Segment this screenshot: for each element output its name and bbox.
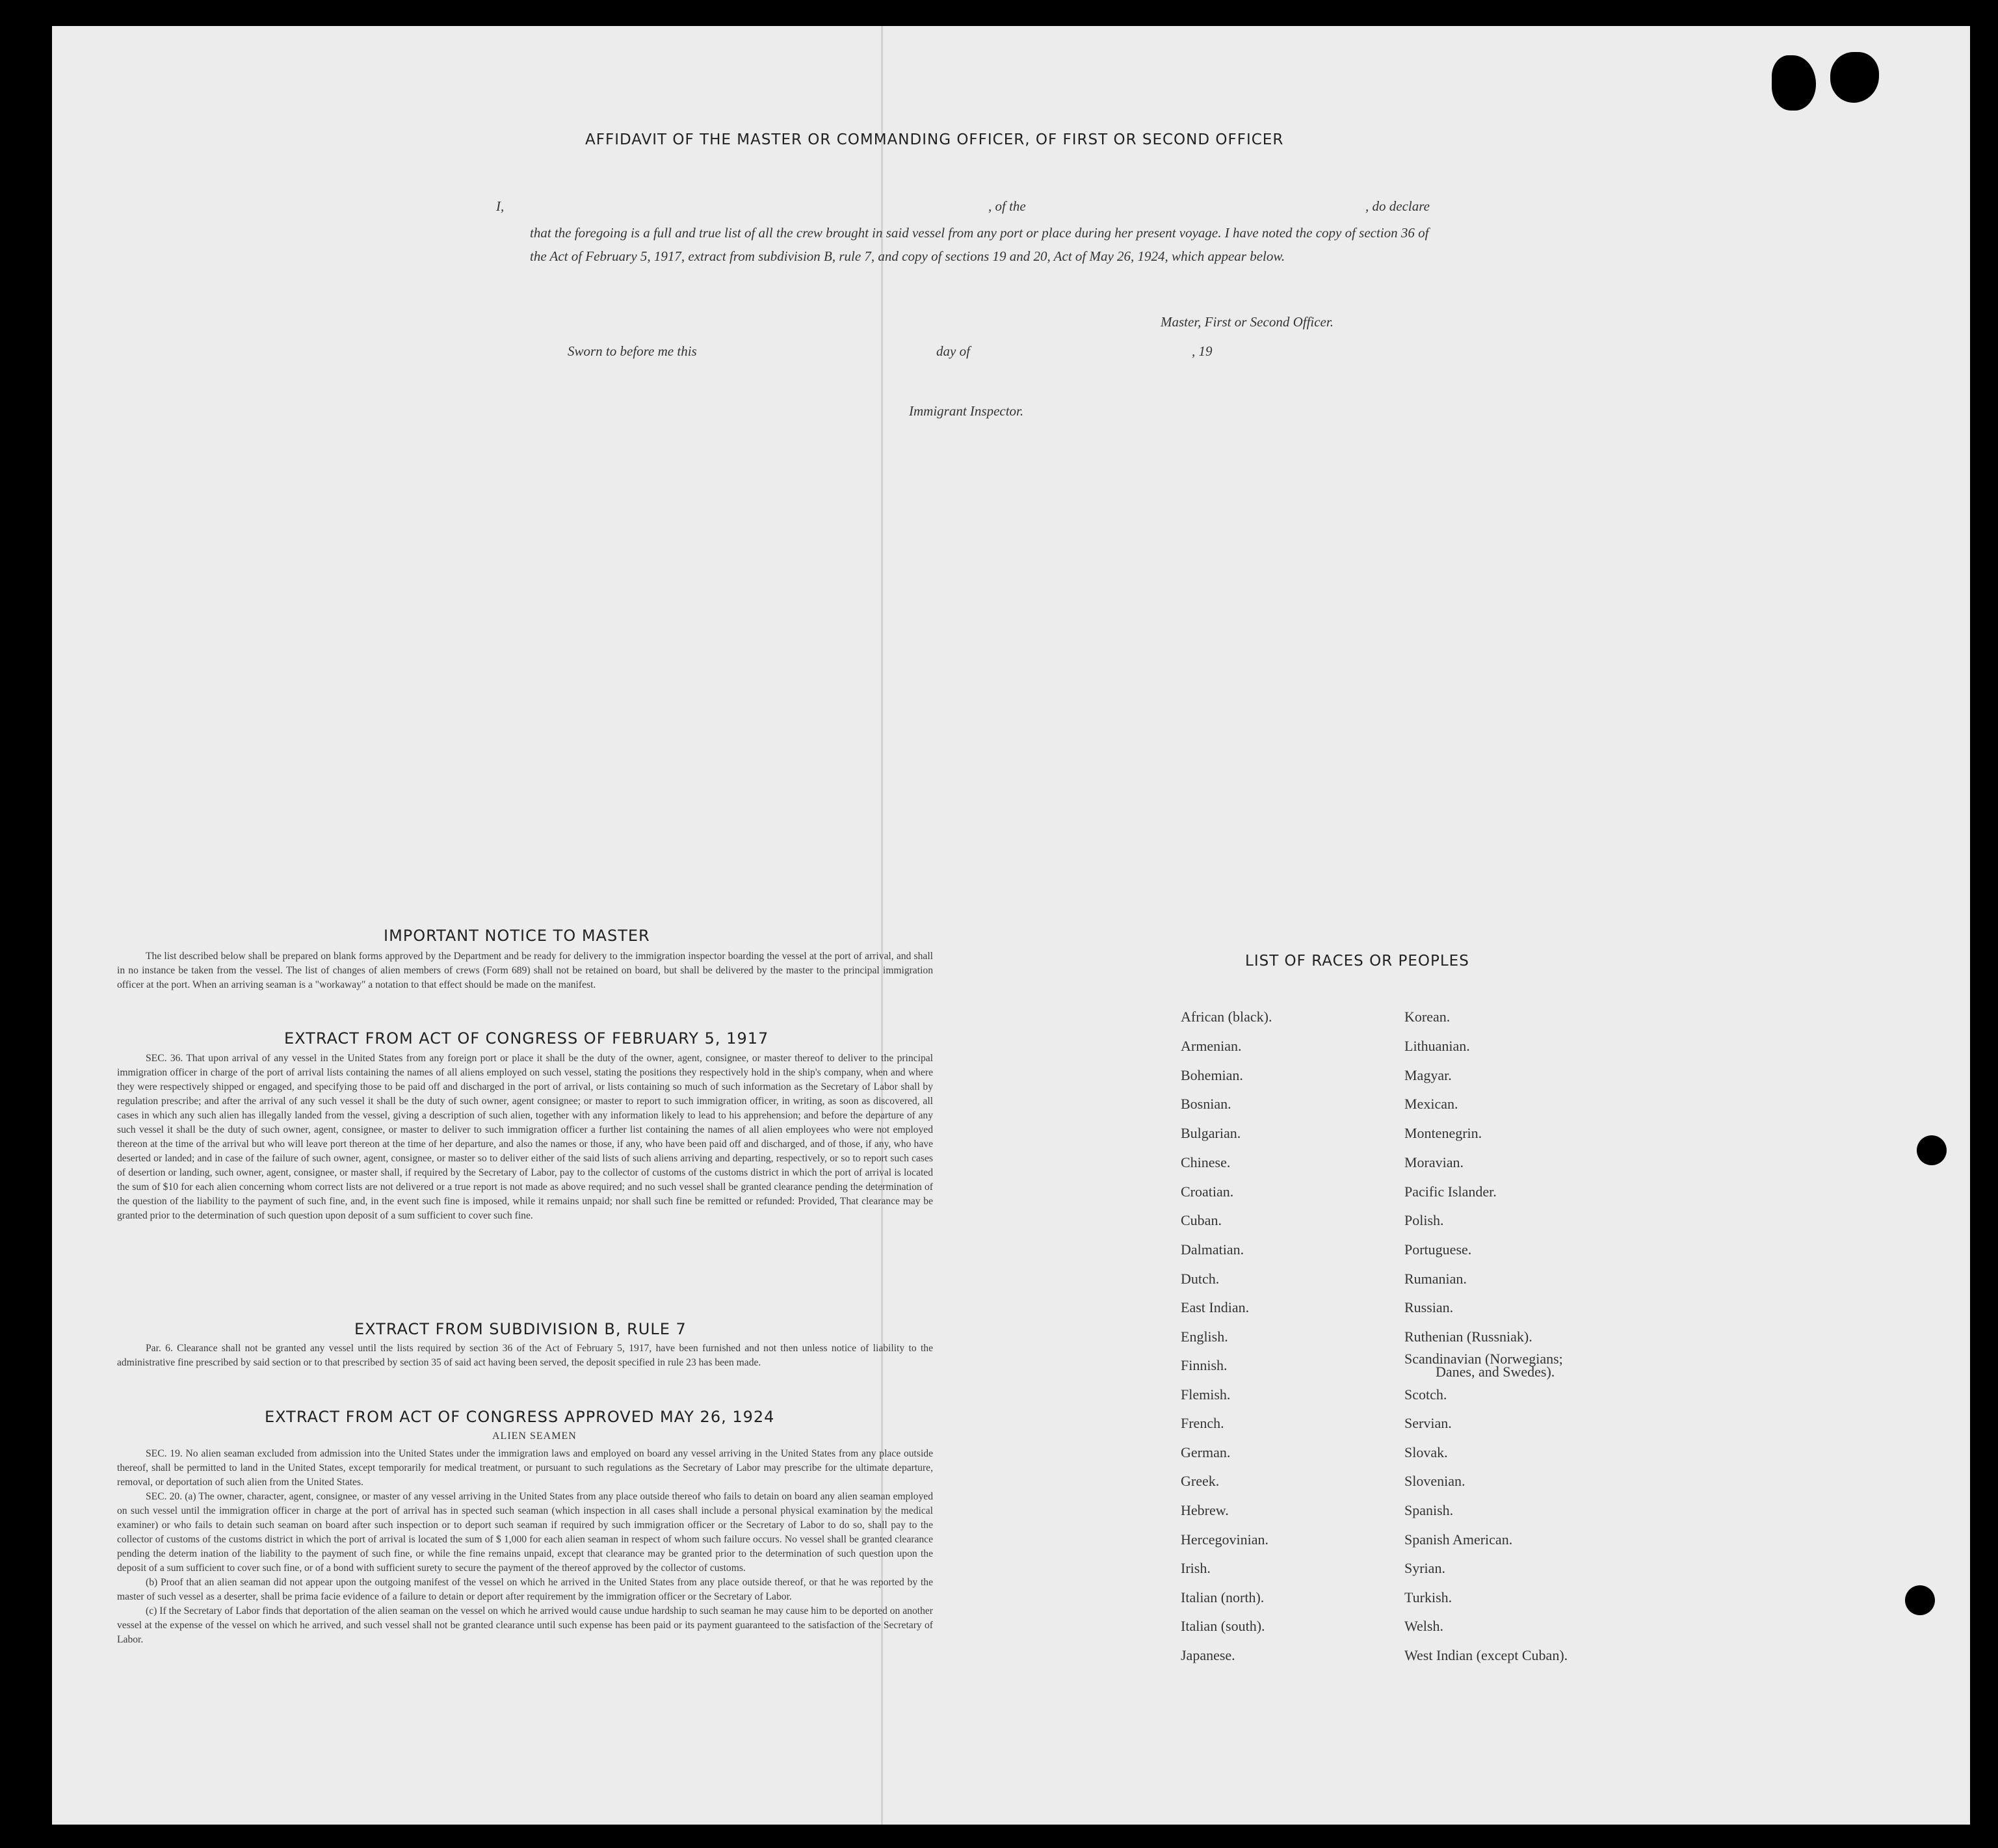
- race-item: Turkish.: [1404, 1589, 1452, 1605]
- race-item: Syrian.: [1404, 1560, 1445, 1576]
- extract-1917-body: [117, 1051, 933, 1223]
- affidavit-body: that the foregoing is a full and true list of all the crew brought in said vessel from any port or place during her present voyage. I have noted the copy of section 36 of the Act of February 5, 1917, extract from subdivision B, rule 7, and copy of sections 19 and 20, Act of May 26, 1924, which appear below.: [530, 225, 1429, 264]
- race-item: East Indian.: [1181, 1299, 1250, 1315]
- sec20b-paragraph: (b) Proof that an alien seaman did not appear upon the outgoing manifest of the vessel on which he arrived in the United States from any place outside thereof, or that he was reported by the master of such vessel as a deserter, shall be prima facie evidence of a failure to detain or deport after requirement by the immigration officer or the Secretary of Labor.: [117, 1577, 933, 1602]
- race-item: Hercegovinian.: [1181, 1531, 1268, 1548]
- race-item: Moravian.: [1404, 1154, 1464, 1170]
- extract-1924-title: EXTRACT FROM ACT OF CONGRESS APPROVED MAY 26, 1924: [265, 1408, 775, 1426]
- race-item: Servian.: [1404, 1415, 1452, 1431]
- race-item: French.: [1181, 1415, 1224, 1431]
- sec36-paragraph: SEC. 36. That upon arrival of any vessel in the United States from any foreign port or place it shall be the duty of the owner, agent, consignee, or master thereof to deliver to the principal immigration officer in charge of the port of arrival lists containing the names of all aliens employed on such vessel, stating the positions they respectively hold in the ship's company, when and where they were respectively shipped or engaged, and specifying those to be paid off and discharged in the port of arrival, or lists containing so much of such information as the Secretary of Labor shall by regulation prescribe; and after the arrival of any such vessel it shall be the duty of such owner, agent consignee; or master to report to such immigration officer, in writing, as soon as discovered, all cases in which any such alien has illegally landed from the vessel, giving a description of such alien, together with any information likely to lead to his apprehension; and before the departure of any such vessel it shall be the duty of such owner, agent, consignee, or master to deliver to such immigration officer a further list containing the names of all alien employees who were not employed thereon at the time of the arrival but who will leave port thereon at the time of her departure, and also the names or those, if any, who have been paid off and discharged, and of those, if any, who have deserted or landed; and in case of the failure of such owner, agent, consignee, or master so to deliver either of the said lists of such aliens arriving and departing, respectively, or so to report such cases of desertion or landing, such owner, agent, consignee, or master shall, if required by the Secretary of Labor, pay to the collector of customs of the customs district in which the port of arrival is located the sum of $10 for each alien concerning whom correct lists are not delivered or a true report is not made as above required; and no such vessel shall be granted clearance pending the determination of the question of the liability to the payment of such fine, and, in the event such fine is imposed, while it remains unpaid; nor shall such fine be remitted or refunded: Provided, That clearance may be granted prior to the determination of such question upon deposit of a sum sufficient to cover such fine.: [117, 1053, 933, 1221]
- race-item: Greek.: [1181, 1473, 1220, 1489]
- race-item: Finnish.: [1181, 1357, 1228, 1373]
- race-item: Welsh.: [1404, 1618, 1443, 1634]
- race-item: Korean.: [1404, 1009, 1451, 1025]
- race-item: Russian.: [1404, 1299, 1454, 1315]
- race-item: Italian (north).: [1181, 1589, 1265, 1605]
- race-item: Irish.: [1181, 1560, 1211, 1576]
- race-item: Chinese.: [1181, 1154, 1231, 1170]
- race-right-continuation: Danes, and Swedes).: [1436, 1364, 1555, 1380]
- extract-1924-body: [117, 1447, 933, 1647]
- binder-hole: [1917, 1135, 1947, 1165]
- race-item: Slovenian.: [1404, 1473, 1466, 1489]
- races-title: LIST OF RACES OR PEOPLES: [1245, 953, 1469, 970]
- affidavit-title: AFFIDAVIT OF THE MASTER OR COMMANDING OFFICER, OF FIRST OR SECOND OFFICER: [585, 131, 1284, 148]
- race-item: Bulgarian.: [1181, 1125, 1241, 1141]
- notice-paragraph: The list described below shall be prepared on blank forms approved by the Department and be ready for delivery to the immigration inspector boarding the vessel at the port of arrival, and shall in no instance be taken from the vessel. The list of changes of alien members of crews (Form 689) shall not be retained on board, but shall be delivered by the master to the principal immigration officer at the port. When an arriving seaman is a "workaway" a notation to that effect should be made on the manifest.: [117, 951, 933, 990]
- race-item: Dutch.: [1181, 1271, 1220, 1287]
- race-item: Pacific Islander.: [1404, 1183, 1497, 1200]
- race-item: Bosnian.: [1181, 1096, 1231, 1112]
- race-item: Rumanian.: [1404, 1271, 1467, 1287]
- par6-paragraph: Par. 6. Clearance shall not be granted any vessel until the lists required by section 36 of the Act of February 5, 1917, have been furnished and not then unless notice of liability to the administrative fine prescribed by said section or to that prescribed by section 35 of said act having been served, the deposit specified in rule 23 has been made.: [117, 1343, 933, 1368]
- race-item: Lithuanian.: [1404, 1038, 1470, 1054]
- race-item: Bohemian.: [1181, 1067, 1243, 1083]
- race-item: African (black).: [1181, 1009, 1272, 1025]
- affidavit-of-the: , of the: [988, 198, 1026, 214]
- race-item: Cuban.: [1181, 1212, 1222, 1228]
- race-item: Armenian.: [1181, 1038, 1242, 1054]
- race-item: Flemish.: [1181, 1386, 1231, 1403]
- affidavit-do-declare: , do declare: [1365, 198, 1430, 214]
- race-item: Scandinavian (Norwegians;: [1404, 1351, 1563, 1367]
- race-item: Portuguese.: [1404, 1241, 1472, 1258]
- ink-blot: [1772, 55, 1816, 111]
- extract-rule7-title: EXTRACT FROM SUBDIVISION B, RULE 7: [354, 1320, 687, 1338]
- race-item: German.: [1181, 1444, 1231, 1460]
- sec19-paragraph: SEC. 19. No alien seaman excluded from admission into the United States under the immigration laws and employed on board any vessel arriving in the United States from any place outside thereof, shall be permitted to land in the United States, except temporarily for medical treatment, or pursuant to such regulations as the Secretary of Labor may prescribe for the ultimate departure, removal, or deportation of such alien from the United States.: [117, 1448, 933, 1488]
- race-item: Japanese.: [1181, 1647, 1235, 1663]
- year-prefix: , 19: [1192, 343, 1213, 359]
- race-item: English.: [1181, 1328, 1228, 1345]
- affidavit-i-label: I,: [496, 198, 505, 214]
- sec20c-paragraph: (c) If the Secretary of Labor finds that deportation of the alien seaman on the vessel on which he arrived would cause undue hardship to such seaman he may cause him to be deported on another vessel at the expense of the vessel on which he arrived, and such vessel shall not be granted clearance until such expense has been paid or its payment guaranteed to the satisfaction of the Secretary of Labor.: [117, 1605, 933, 1645]
- sec20a-paragraph: SEC. 20. (a) The owner, character, agent, consignee, or master of any vessel arriving in the United States from any place outside thereof who fails to detain on board any alien seaman employed on such vessel until the immigration officer in charge at the port of arrival has in spected such seaman (which inspection in all cases shall include a personal physical examination by the medical examiner) or who fails to detain such seaman on board after such inspection or to deport such seaman if required by such immigration officer or the Secretary of Labor to do so, shall pay to the collector of customs of the customs district in which the port of arrival is located the sum of $ 1,000 for each alien seaman in respect of whom such failure occurs. No vessel shall be granted clearance pending the determ ination of the liability to the payment of such fine, or while the fine remains unpaid, except that clearance may be granted prior to the determination of such question upon the deposit of a sum sufficient to cover such fine, or of a bond with sufficient surety to secure the payment of the thereof approved by the collector of customs.: [117, 1491, 933, 1574]
- race-item: Magyar.: [1404, 1067, 1452, 1083]
- day-of-label: day of: [936, 343, 970, 359]
- race-item: Italian (south).: [1181, 1618, 1265, 1634]
- race-item: Croatian.: [1181, 1183, 1234, 1200]
- race-item: Mexican.: [1404, 1096, 1458, 1112]
- race-item: West Indian (except Cuban).: [1404, 1647, 1568, 1663]
- race-item: Spanish American.: [1404, 1531, 1513, 1548]
- race-item: Montenegrin.: [1404, 1125, 1482, 1141]
- binder-hole: [1905, 1585, 1935, 1615]
- race-item: Scotch.: [1404, 1386, 1447, 1403]
- notice-body: [117, 949, 933, 992]
- race-item: Polish.: [1404, 1212, 1444, 1228]
- alien-seamen-subtitle: ALIEN SEAMEN: [492, 1431, 577, 1442]
- race-item: Hebrew.: [1181, 1502, 1229, 1518]
- race-item: Dalmatian.: [1181, 1241, 1244, 1258]
- master-signature-label: Master, First or Second Officer.: [1161, 314, 1334, 330]
- race-item: Slovak.: [1404, 1444, 1448, 1460]
- race-item: Ruthenian (Russniak).: [1404, 1328, 1532, 1345]
- race-item: Spanish.: [1404, 1502, 1454, 1518]
- ink-speck: [25, 561, 30, 564]
- inspector-label: Immigrant Inspector.: [909, 403, 1024, 419]
- extract-1917-title: EXTRACT FROM ACT OF CONGRESS OF FEBRUARY 5, 1917: [284, 1029, 769, 1048]
- extract-rule7-body: [117, 1341, 933, 1370]
- notice-title: IMPORTANT NOTICE TO MASTER: [384, 927, 650, 945]
- sworn-label: Sworn to before me this: [568, 343, 697, 359]
